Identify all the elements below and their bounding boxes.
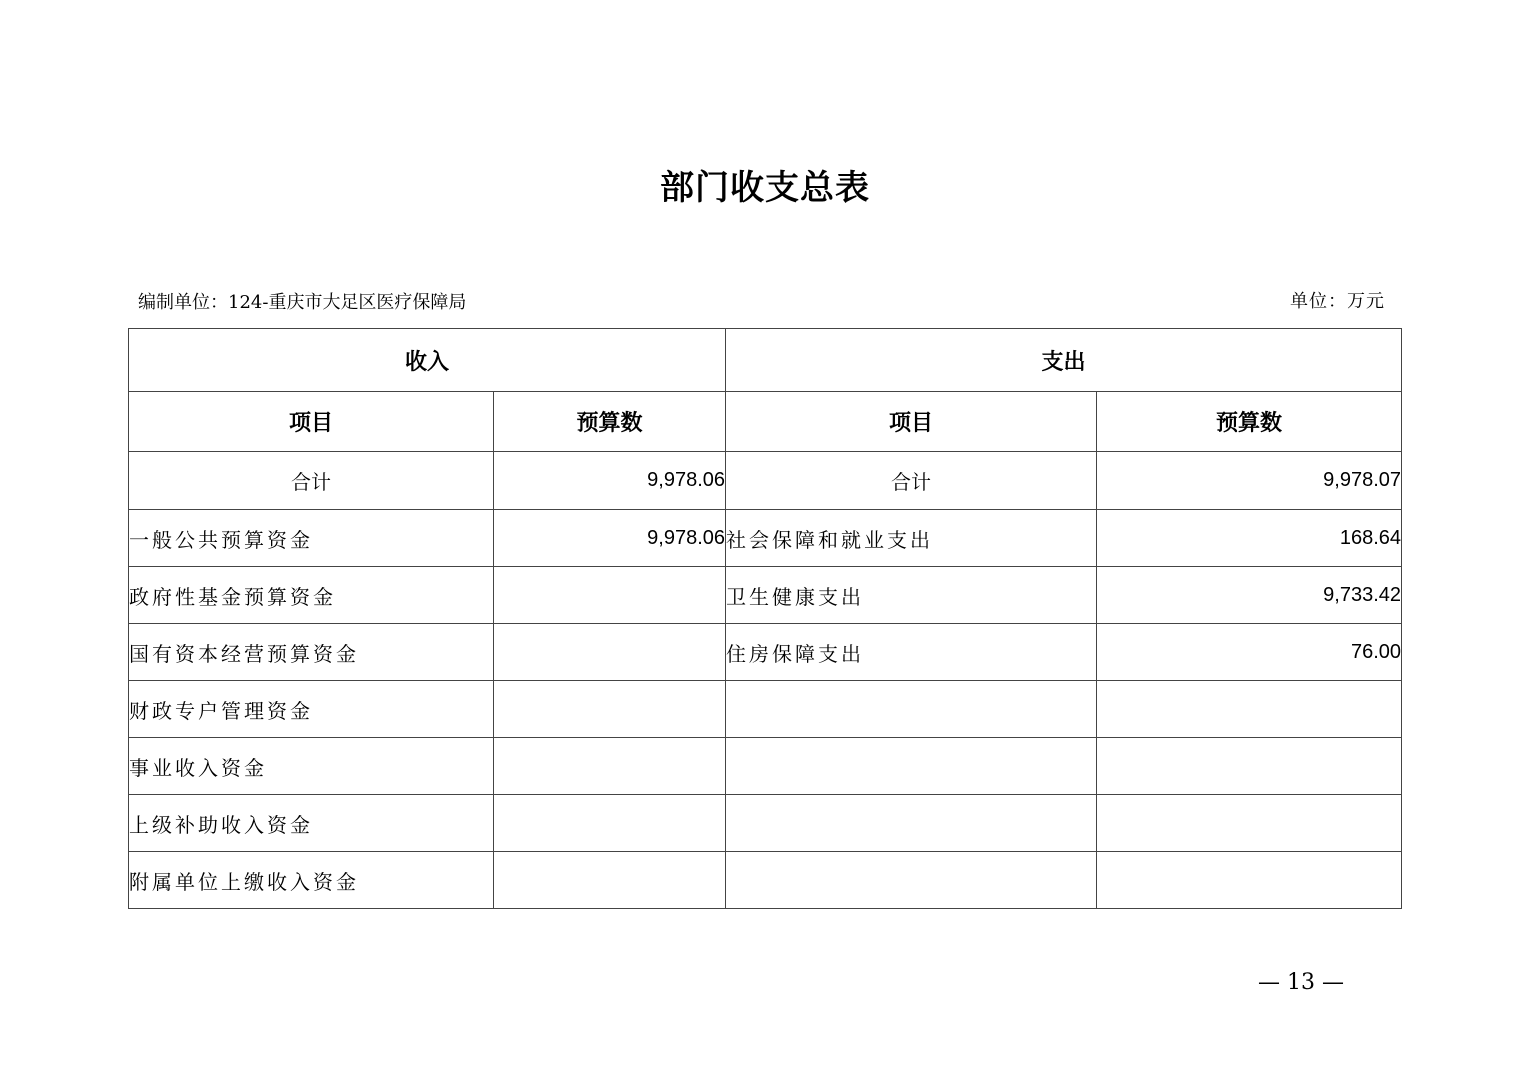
expenditure-item: 卫生健康支出 (726, 567, 1097, 624)
table-row (129, 510, 1402, 567)
currency-unit: 单位：万元 (1290, 291, 1385, 312)
expenditure-total-label: 合计 (726, 452, 1097, 510)
table-row (129, 795, 1402, 852)
income-item: 一般公共预算资金 (129, 510, 494, 567)
group-header-row (129, 329, 1402, 392)
expenditure-value (1097, 852, 1402, 909)
income-item: 国有资本经营预算资金 (129, 624, 494, 681)
expenditure-item (726, 795, 1097, 852)
page-number: — 13 — (1258, 970, 1344, 995)
expenditure-value (1097, 795, 1402, 852)
expenditure-value: 168.64 (1097, 510, 1402, 567)
income-value (494, 681, 726, 738)
compiling-unit: 编制单位：124-重庆市大足区医疗保障局 (138, 292, 467, 313)
income-item: 事业收入资金 (129, 738, 494, 795)
income-value (494, 738, 726, 795)
expenditure-item (726, 681, 1097, 738)
income-value (494, 624, 726, 681)
expenditure-value: 76.00 (1097, 624, 1402, 681)
table-row (129, 567, 1402, 624)
expenditure-total-value: 9,978.07 (1097, 452, 1402, 510)
page-title: 部门收支总表 (660, 168, 870, 208)
total-row (129, 452, 1402, 510)
expenditure-value (1097, 681, 1402, 738)
income-expenditure-table (128, 328, 1402, 909)
income-total-value: 9,978.06 (494, 452, 726, 510)
income-item: 上级补助收入资金 (129, 795, 494, 852)
income-group-header: 收入 (129, 329, 726, 392)
table-row (129, 738, 1402, 795)
expenditure-group-header: 支出 (726, 329, 1402, 392)
expenditure-item: 住房保障支出 (726, 624, 1097, 681)
table-row (129, 852, 1402, 909)
expenditure-value: 9,733.42 (1097, 567, 1402, 624)
column-header-row (129, 392, 1402, 452)
income-value: 9,978.06 (494, 510, 726, 567)
income-item-header: 项目 (129, 392, 494, 452)
income-value (494, 567, 726, 624)
income-item: 附属单位上缴收入资金 (129, 852, 494, 909)
expenditure-item (726, 738, 1097, 795)
income-budget-header: 预算数 (494, 392, 726, 452)
expenditure-budget-header: 预算数 (1097, 392, 1402, 452)
expenditure-item (726, 852, 1097, 909)
table-row (129, 624, 1402, 681)
expenditure-value (1097, 738, 1402, 795)
income-value (494, 795, 726, 852)
expenditure-item: 社会保障和就业支出 (726, 510, 1097, 567)
income-total-label: 合计 (129, 452, 494, 510)
income-value (494, 852, 726, 909)
table-row (129, 681, 1402, 738)
expenditure-item-header: 项目 (726, 392, 1097, 452)
income-item: 政府性基金预算资金 (129, 567, 494, 624)
income-item: 财政专户管理资金 (129, 681, 494, 738)
